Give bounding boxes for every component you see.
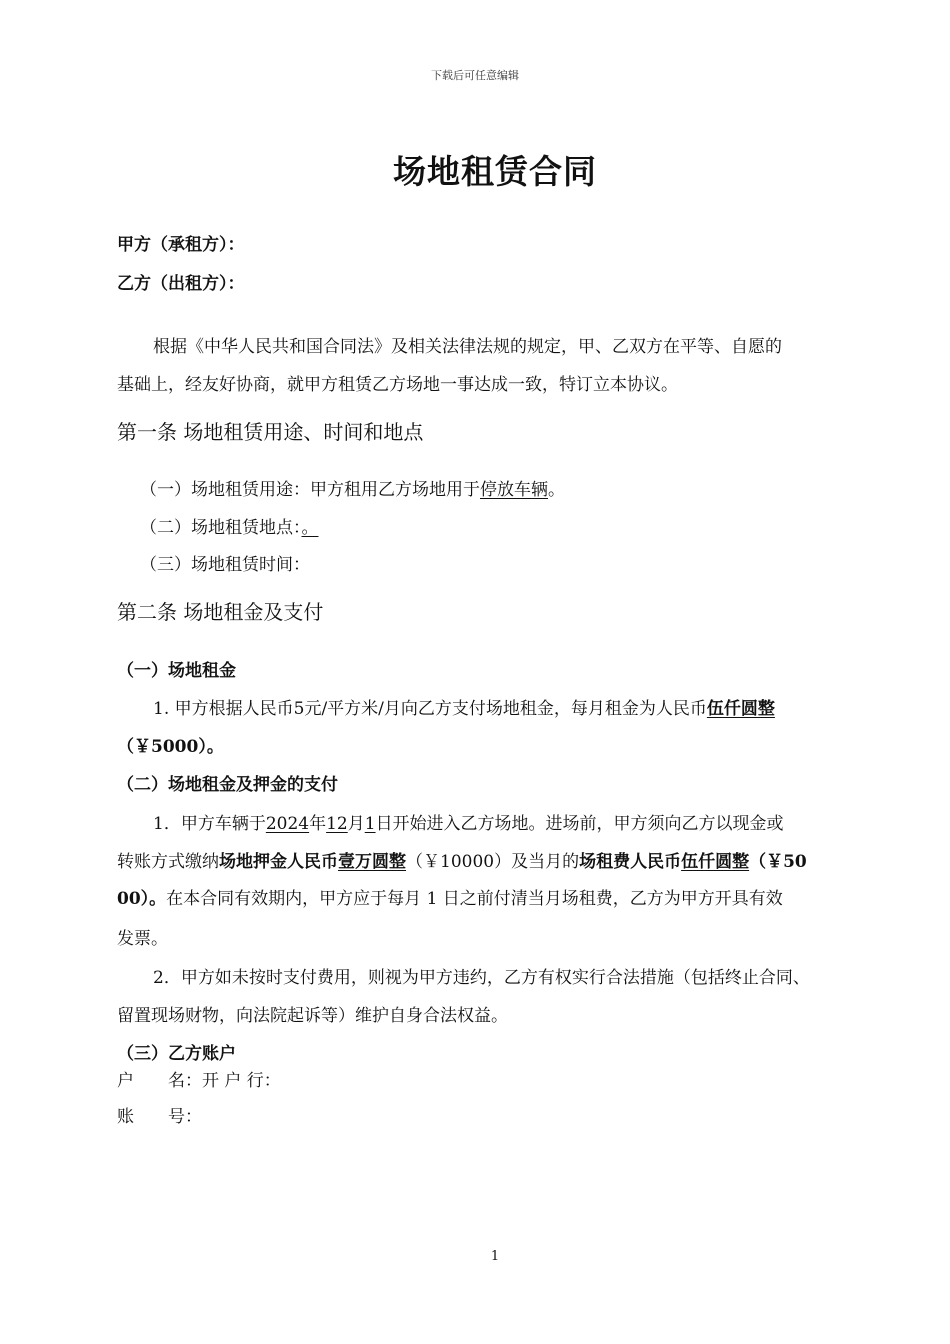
document-title: 场地租赁合同 [393,152,597,191]
rent-amount: 伍仟圆整 [706,699,775,719]
item-1-prefix: （一）场地租赁用途：甲方租用乙方场地用于 [140,480,480,500]
subheading-payment: （二）场地租金及押金的支付 [117,775,338,795]
rent-line-1 [153,698,775,720]
account-number: 账 号： [117,1107,202,1127]
intro-line-2: 基础上，经友好协商，就甲方租赁乙方场地一事达成一致，特订立本协议。 [117,375,678,395]
payment-text-d: 日开始进入乙方场地。进场前，甲方须向乙方以现金或 [375,814,784,834]
rent-fee-figure-start: （￥50 [749,852,807,872]
article-1-item-2 [140,517,319,539]
item-1-suffix: 。 [548,480,565,500]
rent-fee-figure-end: 00）。 [117,889,167,909]
article-2-heading: 第二条 场地租金及支付 [117,600,324,624]
article-1-heading: 第一条 场地租赁用途、时间和地点 [117,420,424,444]
party-b-label: 乙方（出租方）： [117,274,245,294]
party-a-label: 甲方（承租方）： [117,235,245,255]
rent-line-2: （￥5000）。 [117,737,224,757]
payment-line-3 [117,888,783,910]
article-1-item-1 [140,479,565,501]
payment-year: 2024 [265,814,310,834]
item-1-value: 停放车辆 [480,480,548,500]
page-number: 1 [490,1249,500,1264]
header-note: 下载后可任意编辑 [431,69,519,82]
deposit-label: 场地押金人民币 [219,852,338,872]
rent-fee-label: 场租费人民币 [579,852,682,872]
subheading-account: （三）乙方账户 [117,1044,236,1064]
payment-month: 12 [326,814,348,834]
payment-line-2 [117,851,807,873]
payment-text-m: 在本合同有效期内，甲方应于每月 1 日之前付清当月场租费，乙方为甲方开具有效 [166,889,783,909]
item-2-prefix: （二）场地租赁地点： [140,518,302,538]
article-1-item-3: （三）场地租赁时间： [140,555,310,575]
item-2-value: 。 [301,518,319,538]
default-line-1: 2．甲方如未按时支付费用，则视为甲方违约，乙方有权实行合法措施（包括终止合同、 [153,968,810,988]
payment-day: 1 [364,814,376,834]
default-line-2: 留置现场财物，向法院起诉等）维护自身合法权益。 [117,1006,508,1026]
subheading-rent: （一）场地租金 [117,661,236,681]
rent-fee-amount: 伍仟圆整 [681,852,750,872]
payment-line-4: 发票。 [117,929,168,949]
payment-text-h: （￥10000）及当月的 [406,852,580,872]
account-name-bank: 户 名：开 户 行： [117,1071,281,1091]
payment-text-c: 月 [347,814,365,834]
deposit-amount: 壹万圆整 [338,852,406,872]
payment-text-e: 转账方式缴纳 [117,852,219,872]
payment-line-1 [153,813,784,835]
rent-line-1-prefix: 1. 甲方根据人民币5元/平方米/月向乙方支付场地租金，每月租金为人民币 [153,699,707,719]
payment-text-b: 年 [309,814,327,834]
intro-line-1: 根据《中华人民共和国合同法》及相关法律法规的规定，甲、乙双方在平等、自愿的 [153,337,782,357]
payment-text-a: 1．甲方车辆于 [153,814,266,834]
